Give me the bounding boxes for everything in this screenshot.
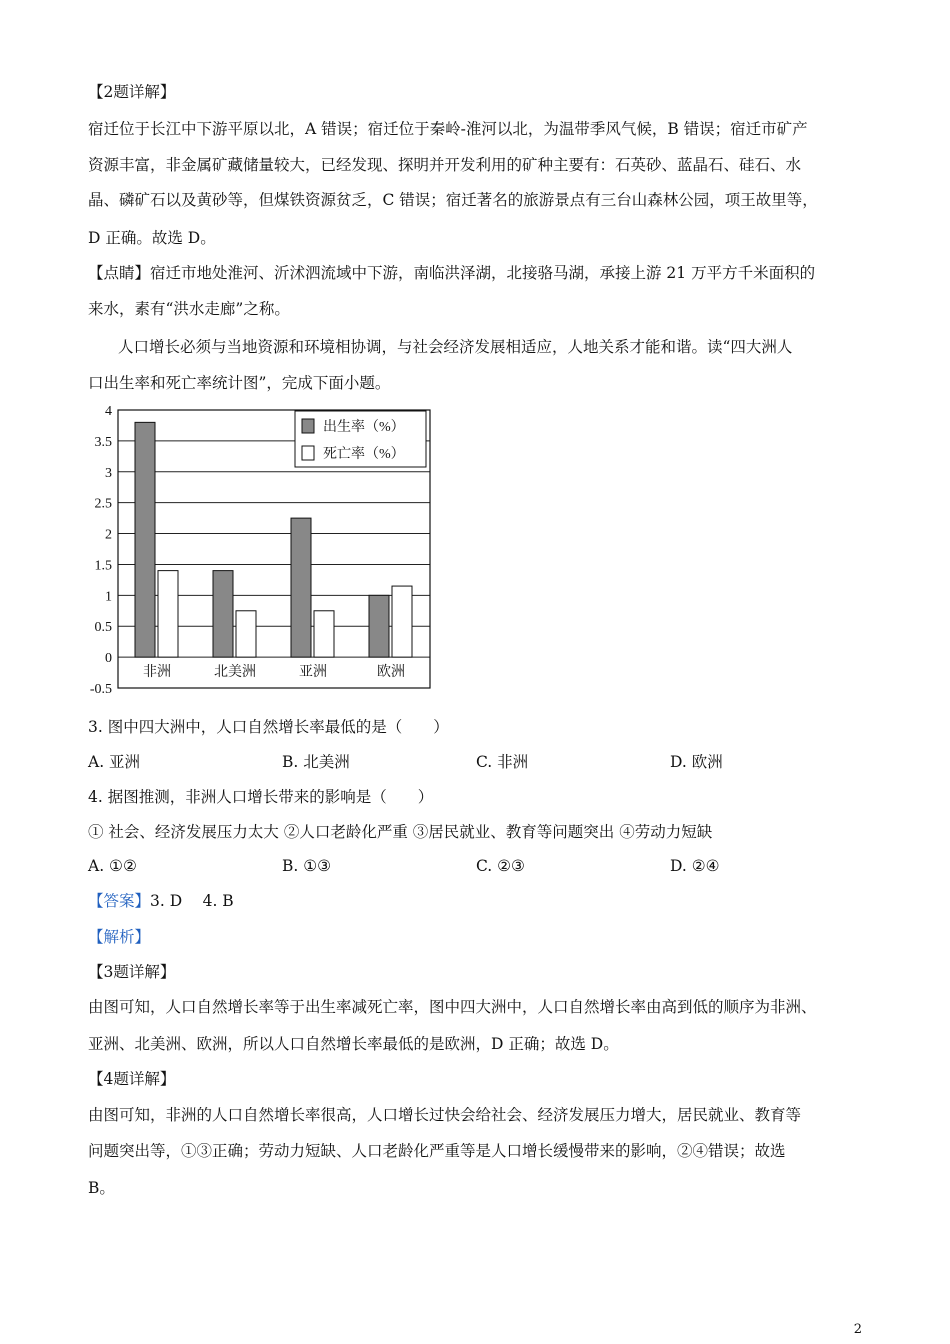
chart-svg bbox=[86, 398, 436, 694]
q2-detail-line: 宿迁位于长江中下游平原以北，A 错误；宿迁位于秦岭-淮河以北，为温带季风气候，B 错误；宿迁市矿产 bbox=[88, 120, 808, 138]
page-number: 2 bbox=[853, 1322, 862, 1337]
y-tick-label: 2.5 bbox=[94, 496, 112, 512]
legend-swatch bbox=[302, 446, 314, 460]
y-tick-label: 4 bbox=[105, 404, 112, 419]
bar-birth bbox=[369, 595, 389, 657]
legend-label: 出生率（%） bbox=[323, 420, 405, 435]
x-category-label: 亚洲 bbox=[299, 665, 327, 681]
bar-death bbox=[236, 611, 256, 657]
q3-detail-header: 【3题详解】 bbox=[88, 963, 176, 981]
answer-line bbox=[88, 891, 870, 911]
q4-option-a: A. ①② bbox=[88, 857, 137, 875]
q3-option-d: D. 欧洲 bbox=[670, 753, 723, 771]
question-4: 4. 据图推测，非洲人口增长带来的影响是（ ） bbox=[88, 788, 434, 806]
q4-detail-line: 由图可知，非洲的人口自然增长率很高，人口增长过快会给社会、经济发展压力增大，居民就业、教育等 bbox=[88, 1106, 802, 1124]
bar-death bbox=[314, 611, 334, 657]
q3-option-b: B. 北美洲 bbox=[282, 753, 350, 771]
bar-death bbox=[158, 571, 178, 657]
tip-line: 【点睛】宿迁市地处淮河、沂沭泗流域中下游，南临洪泽湖，北接骆马湖，承接上游 21 万平方千米面积的 bbox=[88, 264, 816, 282]
q2-detail-line: 资源丰富，非金属矿藏储量较大，已经发现、探明并开发利用的矿种主要有：石英砂、蓝晶石、硅石、水 bbox=[88, 156, 802, 174]
bar-birth bbox=[135, 422, 155, 657]
legend-label: 死亡率（%） bbox=[323, 447, 405, 462]
analysis-label: 【解析】 bbox=[88, 928, 151, 946]
q4-detail-line: B。 bbox=[88, 1179, 115, 1197]
q2-detail-line: 晶、磷矿石以及黄砂等，但煤铁资源贫乏，C 错误；宿迁著名的旅游景点有三台山森林公园，项王故里等， bbox=[88, 191, 818, 209]
y-tick-label: 3.5 bbox=[94, 434, 112, 450]
q4-detail-header: 【4题详解】 bbox=[88, 1070, 176, 1088]
q3-option-c: C. 非洲 bbox=[476, 753, 529, 771]
y-tick-label: 0.5 bbox=[94, 620, 112, 636]
answer-text: 3. D 4. B bbox=[150, 892, 234, 910]
intro-line: 人口增长必须与当地资源和环境相协调，与社会经济发展相适应，人地关系才能和谐。读“四大洲人 bbox=[118, 338, 793, 356]
q2-detail-line: D 正确。故选 D。 bbox=[88, 229, 216, 247]
birth-death-rate-chart bbox=[86, 398, 436, 694]
y-tick-label: -0.5 bbox=[89, 682, 112, 694]
bar-birth bbox=[291, 518, 311, 657]
q4-option-c: C. ②③ bbox=[476, 857, 525, 875]
x-category-label: 非洲 bbox=[143, 665, 171, 681]
tip-line: 来水，素有“洪水走廊”之称。 bbox=[88, 300, 290, 318]
q3-option-a: A. 亚洲 bbox=[88, 753, 141, 771]
bar-death bbox=[392, 586, 412, 657]
legend-swatch bbox=[302, 419, 314, 433]
intro-line: 口出生率和死亡率统计图”，完成下面小题。 bbox=[88, 374, 391, 392]
q4-option-d: D. ②④ bbox=[670, 857, 720, 875]
y-tick-label: 3 bbox=[105, 465, 112, 481]
x-category-label: 北美洲 bbox=[214, 665, 256, 681]
x-category-label: 欧洲 bbox=[377, 665, 405, 681]
q4-option-b: B. ①③ bbox=[282, 857, 332, 875]
q2-detail-header: 【2题详解】 bbox=[88, 83, 176, 101]
q3-detail-line: 亚洲、北美洲、欧洲，所以人口自然增长率最低的是欧洲，D 正确；故选 D。 bbox=[88, 1035, 619, 1053]
q3-detail-line: 由图可知，人口自然增长率等于出生率减死亡率，图中四大洲中，人口自然增长率由高到低的顺序为非洲、 bbox=[88, 998, 817, 1016]
q4-statements: ① 社会、经济发展压力太大 ②人口老龄化严重 ③居民就业、教育等问题突出 ④劳动力短缺 bbox=[88, 823, 713, 841]
bar-birth bbox=[213, 571, 233, 657]
y-tick-label: 1 bbox=[105, 589, 112, 605]
answer-label: 【答案】 bbox=[88, 892, 151, 910]
question-3: 3. 图中四大洲中，人口自然增长率最低的是（ ） bbox=[88, 718, 449, 736]
q4-detail-line: 问题突出等，①③正确；劳动力短缺、人口老龄化严重等是人口增长缓慢带来的影响，②④错误；故选 bbox=[88, 1142, 786, 1160]
y-tick-label: 1.5 bbox=[94, 558, 112, 574]
y-tick-label: 0 bbox=[105, 651, 112, 667]
y-tick-label: 2 bbox=[105, 527, 112, 543]
